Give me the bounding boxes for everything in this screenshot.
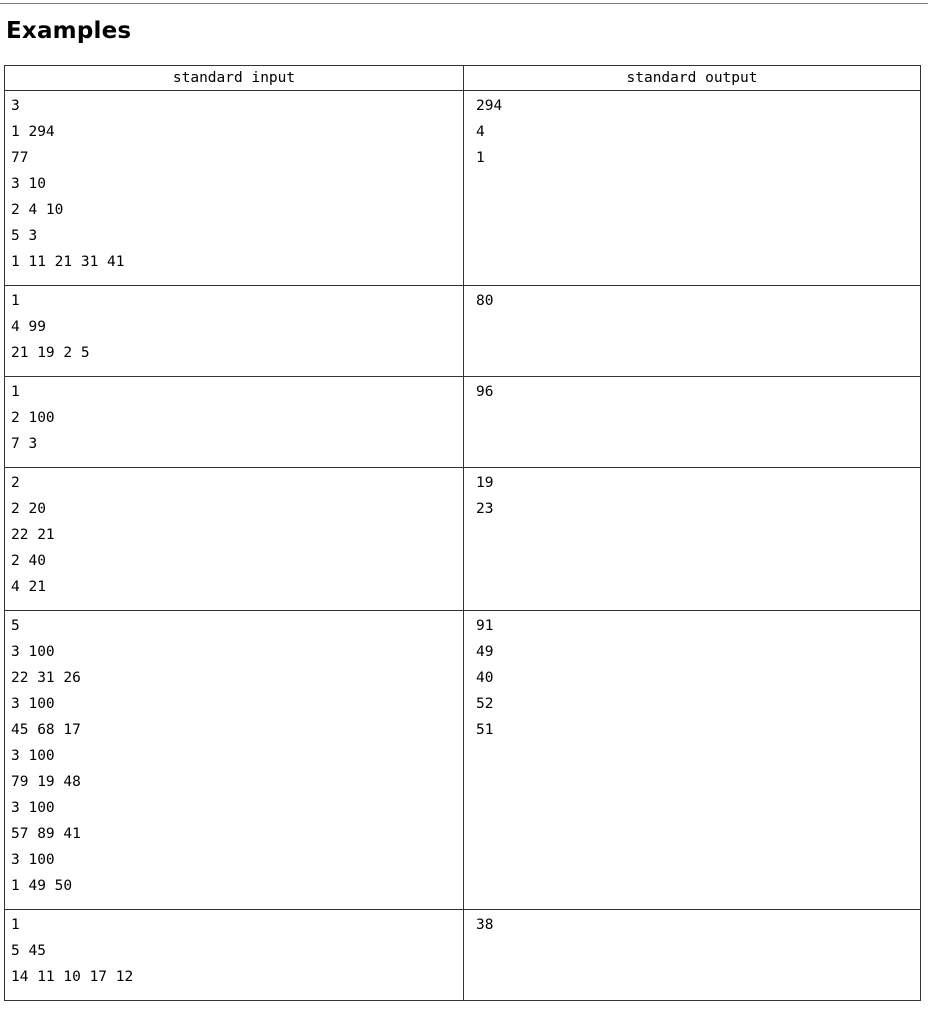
input-line: 79 19 48 [11, 774, 81, 790]
input-line: 45 68 17 [11, 722, 81, 738]
input-line: 4 21 [11, 579, 46, 595]
input-line: 22 21 [11, 527, 55, 543]
input-line: 57 89 41 [11, 826, 81, 842]
input-line: 2 100 [11, 410, 55, 426]
examples-table [4, 65, 921, 1001]
output-line: 4 [476, 124, 485, 140]
output-line: 51 [476, 722, 494, 738]
input-line: 3 100 [11, 800, 55, 816]
table-row [5, 611, 921, 910]
output-line: 294 [476, 98, 503, 114]
output-cell [464, 91, 921, 286]
output-line: 49 [476, 644, 494, 660]
input-line: 21 19 2 5 [11, 345, 90, 361]
input-line: 1 294 [11, 124, 55, 140]
input-line: 1 [11, 384, 20, 400]
input-line: 5 [11, 618, 20, 634]
input-line: 22 31 26 [11, 670, 81, 686]
output-line: 19 [476, 475, 494, 491]
input-cell [5, 611, 464, 910]
output-line: 96 [476, 384, 494, 400]
input-line: 2 [11, 475, 20, 491]
input-line: 3 10 [11, 176, 46, 192]
output-cell [464, 611, 921, 910]
input-line: 5 3 [11, 228, 38, 244]
table-row [5, 286, 921, 377]
table-row [5, 91, 921, 286]
input-line: 5 45 [11, 943, 46, 959]
input-cell [5, 91, 464, 286]
input-line: 4 99 [11, 319, 46, 335]
input-line: 1 [11, 917, 20, 933]
input-line: 3 [11, 98, 20, 114]
output-line: 23 [476, 501, 494, 517]
section-heading: Examples [6, 18, 132, 44]
input-line: 1 [11, 293, 20, 309]
table-body [5, 91, 921, 1001]
output-line: 40 [476, 670, 494, 686]
input-line: 1 11 21 31 41 [11, 254, 125, 270]
input-cell [5, 286, 464, 377]
header-standard-output: standard output [464, 66, 921, 91]
table-header-row [5, 66, 921, 91]
output-cell [464, 286, 921, 377]
output-cell [464, 468, 921, 611]
input-cell [5, 468, 464, 611]
input-line: 2 4 10 [11, 202, 64, 218]
input-line: 77 [11, 150, 29, 166]
output-line: 91 [476, 618, 494, 634]
output-line: 52 [476, 696, 494, 712]
output-cell [464, 377, 921, 468]
top-rule [0, 3, 928, 4]
header-standard-input: standard input [5, 66, 464, 91]
input-line: 3 100 [11, 696, 55, 712]
input-line: 3 100 [11, 644, 55, 660]
input-line: 3 100 [11, 852, 55, 868]
input-cell [5, 377, 464, 468]
input-line: 7 3 [11, 436, 38, 452]
output-cell [464, 910, 921, 1001]
input-cell [5, 910, 464, 1001]
input-line: 2 40 [11, 553, 46, 569]
input-line: 1 49 50 [11, 878, 73, 894]
output-line: 80 [476, 293, 494, 309]
input-line: 2 20 [11, 501, 46, 517]
table-row [5, 377, 921, 468]
output-line: 1 [476, 150, 485, 166]
table-row [5, 468, 921, 611]
output-line: 38 [476, 917, 494, 933]
table-row [5, 910, 921, 1001]
input-line: 3 100 [11, 748, 55, 764]
input-line: 14 11 10 17 12 [11, 969, 134, 985]
